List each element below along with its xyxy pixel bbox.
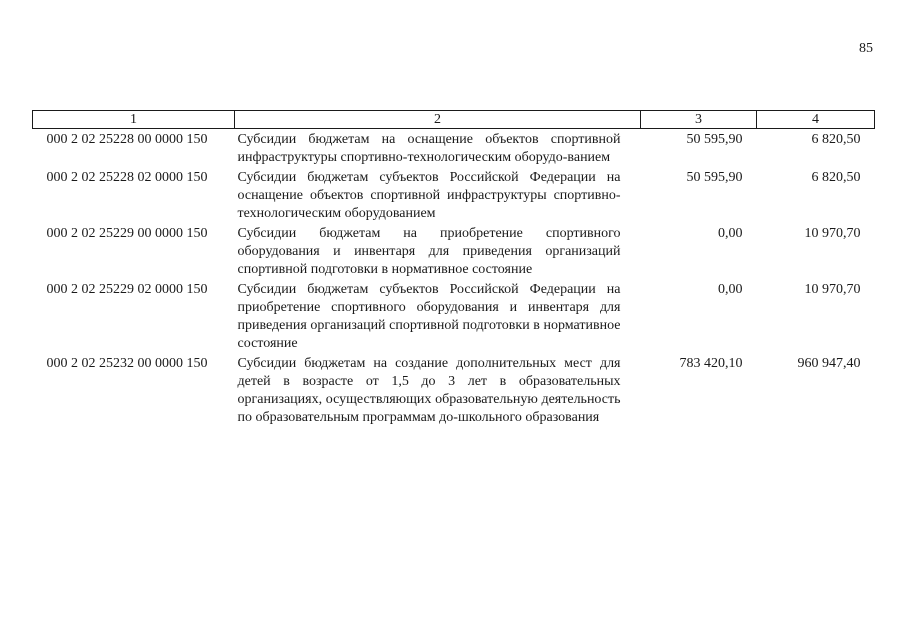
header-col-1: 1: [33, 111, 235, 129]
amount-col-4: 960 947,40: [797, 356, 861, 371]
amount-col-4: 10 970,70: [804, 282, 861, 297]
budget-description: Субсидии бюджетам на оснащение объектов спортивной инфраструктуры спортивно-технологическим оборудо-ванием: [237, 132, 621, 165]
budget-code: 000 2 02 25229 00 0000 150: [46, 226, 208, 241]
table-row: [33, 353, 875, 427]
table-row: [33, 279, 875, 353]
budget-description: Субсидии бюджетам на создание дополнительных мест для детей в возрасте от 1,5 до 3 лет в образовательных организациях, осуществляющих образовательную деятельность по образовательным программам до-школьного образования: [237, 356, 621, 425]
budget-code: 000 2 02 25229 02 0000 150: [46, 282, 208, 297]
header-col-4: 4: [757, 111, 875, 129]
budget-code: 000 2 02 25228 00 0000 150: [46, 132, 208, 147]
amount-col-4: 6 820,50: [811, 170, 861, 185]
budget-description: Субсидии бюджетам на приобретение спортивного оборудования и инвентаря для приведения организаций спортивной подготовки в нормативное состояние: [237, 226, 621, 277]
amount-col-3: 50 595,90: [686, 132, 743, 147]
header-col-2: 2: [235, 111, 641, 129]
amount-col-3: 783 420,10: [679, 356, 743, 371]
budget-description: Субсидии бюджетам субъектов Российской Федерации на оснащение объектов спортивной инфраструктуры спортивно-технологическим оборудованием: [237, 170, 621, 221]
amount-col-4: 6 820,50: [811, 132, 861, 147]
amount-col-3: 0,00: [718, 282, 743, 297]
budget-table: [32, 110, 875, 427]
page-number: 85: [859, 41, 873, 56]
table-row: [33, 167, 875, 223]
budget-description: Субсидии бюджетам субъектов Российской Федерации на приобретение спортивного оборудования и инвентаря для приведения организаций спортивной подготовки в нормативное состояние: [237, 282, 621, 351]
table-header-row: [33, 111, 875, 129]
amount-col-4: 10 970,70: [804, 226, 861, 241]
table-row: [33, 129, 875, 168]
table-row: [33, 223, 875, 279]
header-col-3: 3: [641, 111, 757, 129]
budget-code: 000 2 02 25232 00 0000 150: [46, 356, 208, 371]
amount-col-3: 50 595,90: [686, 170, 743, 185]
amount-col-3: 0,00: [718, 226, 743, 241]
budget-code: 000 2 02 25228 02 0000 150: [46, 170, 208, 185]
